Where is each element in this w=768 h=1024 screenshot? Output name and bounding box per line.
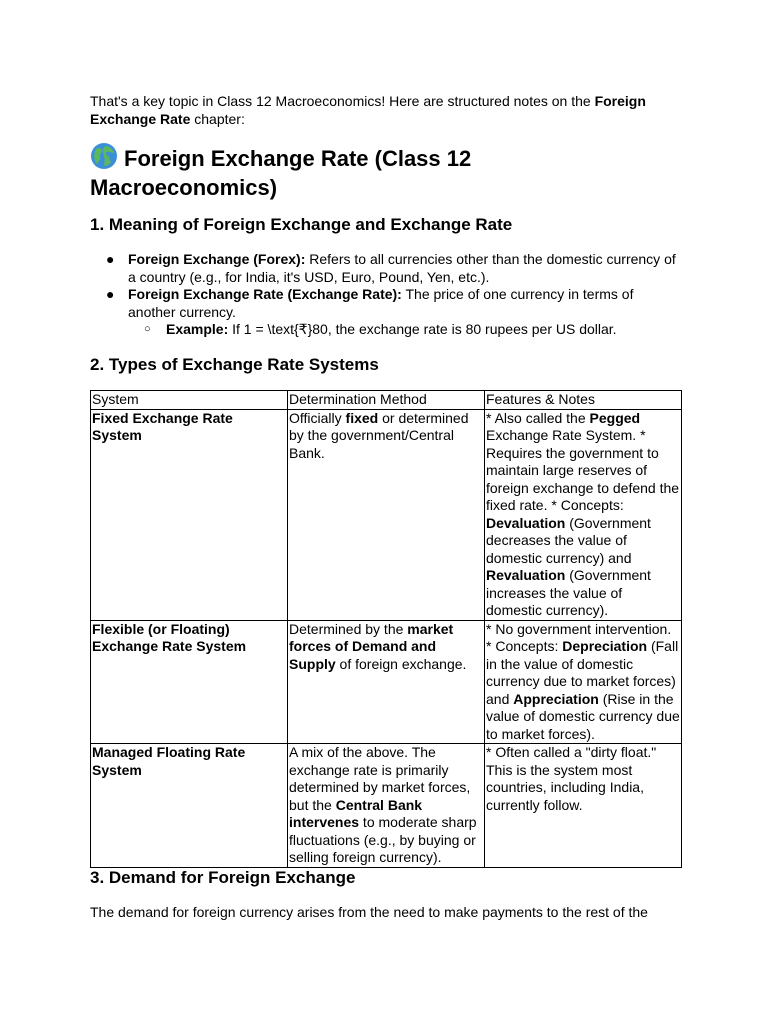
- intro-text: That's a key topic in Class 12 Macroeconomics! Here are structured notes on the: [90, 93, 595, 109]
- page-title-text: Foreign Exchange Rate (Class 12 Macroeconomics): [90, 146, 472, 200]
- section-heading-demand: 3. Demand for Foreign Exchange: [90, 868, 356, 887]
- bullet-term: Foreign Exchange Rate (Exchange Rate):: [128, 286, 402, 302]
- cell-text: * Also called the: [486, 409, 590, 426]
- exchange-systems-table: [90, 390, 682, 868]
- example-text: If 1 = \text{₹}80, the exchange rate is 80 rupees per US dollar.: [228, 321, 617, 337]
- cell-text: (Government decreases the value of domestic currency) and: [486, 514, 651, 566]
- method-cell: [288, 744, 485, 868]
- bold-term: Devaluation: [486, 514, 566, 531]
- bold-term: Appreciation: [513, 690, 599, 707]
- cell-text: * No government intervention. * Concepts:: [486, 620, 672, 654]
- cell-text: * Often called a "dirty float." This is the system most countries, including India, currently follow.: [486, 744, 657, 813]
- system-name: Fixed Exchange Rate System: [92, 409, 233, 443]
- page-title: [90, 142, 610, 202]
- section-heading-meaning: 1. Meaning of Foreign Exchange and Exchange Rate: [90, 215, 513, 234]
- bullet-icon: ●: [106, 286, 115, 302]
- bold-term: fixed: [345, 409, 379, 426]
- list-item: [106, 251, 680, 286]
- cell-text: to moderate sharp fluctuations (e.g., by buying or selling foreign currency).: [289, 814, 477, 865]
- method-cell: [288, 409, 485, 620]
- cell-text: A mix of the above. The exchange rate is primarily determined by market forces, but the: [289, 744, 471, 813]
- globe-icon: [90, 142, 118, 170]
- cell-text: (Rise in the value of domestic currency due to market forces).: [486, 690, 680, 742]
- bullet-text: The price of one currency in terms of another currency.: [128, 286, 634, 320]
- bullet-term: Foreign Exchange (Forex):: [128, 251, 306, 267]
- demand-paragraph: The demand for foreign currency arises from the need to make payments to the rest of the: [90, 904, 648, 920]
- cell-text: Determined by the: [289, 620, 408, 637]
- notes-cell: [485, 620, 682, 744]
- table-row: [91, 409, 682, 620]
- table-header-cell: Determination Method: [288, 391, 485, 410]
- table-header-cell: Features & Notes: [485, 391, 682, 410]
- method-cell: [288, 620, 485, 744]
- table-header-cell: System: [91, 391, 288, 410]
- bullet-icon: ●: [106, 251, 115, 267]
- system-cell: [91, 409, 288, 620]
- cell-text: (Government increases the value of domestic currency).: [486, 567, 651, 618]
- intro-text-end: chapter:: [190, 111, 245, 127]
- hollow-bullet-icon: ○: [144, 323, 151, 335]
- notes-cell: [485, 409, 682, 620]
- notes-cell: [485, 744, 682, 868]
- cell-text: Officially: [289, 409, 346, 426]
- section-heading-types: 2. Types of Exchange Rate Systems: [90, 355, 379, 374]
- table-row: [91, 620, 682, 744]
- cell-text: of foreign exchange.: [335, 655, 467, 672]
- system-name: Managed Floating Rate System: [92, 744, 246, 778]
- bold-term: Central Bank intervenes: [289, 796, 423, 830]
- bold-term: Pegged: [589, 409, 641, 426]
- bold-term: Depreciation: [562, 638, 648, 654]
- meaning-bullet-list: [90, 251, 680, 339]
- cell-text: (Fall in the value of domestic currency due to market forces) and: [486, 638, 679, 707]
- example-sublist: [128, 321, 680, 339]
- system-cell: [91, 620, 288, 744]
- bullet-text: Refers to all currencies other than the domestic currency of a country (e.g., for India, it's USD, Euro, Pound, Yen, etc.).: [128, 251, 676, 285]
- bold-term: Revaluation: [486, 567, 566, 583]
- intro-paragraph: [90, 92, 680, 128]
- list-item: [144, 321, 680, 339]
- intro-bold-topic: Foreign Exchange Rate: [90, 93, 646, 127]
- cell-text: or determined by the government/Central Bank.: [289, 409, 469, 461]
- system-name: Flexible (or Floating) Exchange Rate System: [92, 620, 247, 654]
- table-header-row: [91, 391, 682, 410]
- system-cell: [91, 744, 288, 868]
- list-item: [106, 286, 680, 339]
- table-row: [91, 744, 682, 868]
- bold-term: market forces of Demand and Supply: [289, 620, 454, 672]
- example-term: Example:: [166, 321, 229, 337]
- cell-text: Exchange Rate System. * Requires the government to maintain large reserves of foreign exchange to defend the fixed rate. * Concepts:: [486, 427, 680, 513]
